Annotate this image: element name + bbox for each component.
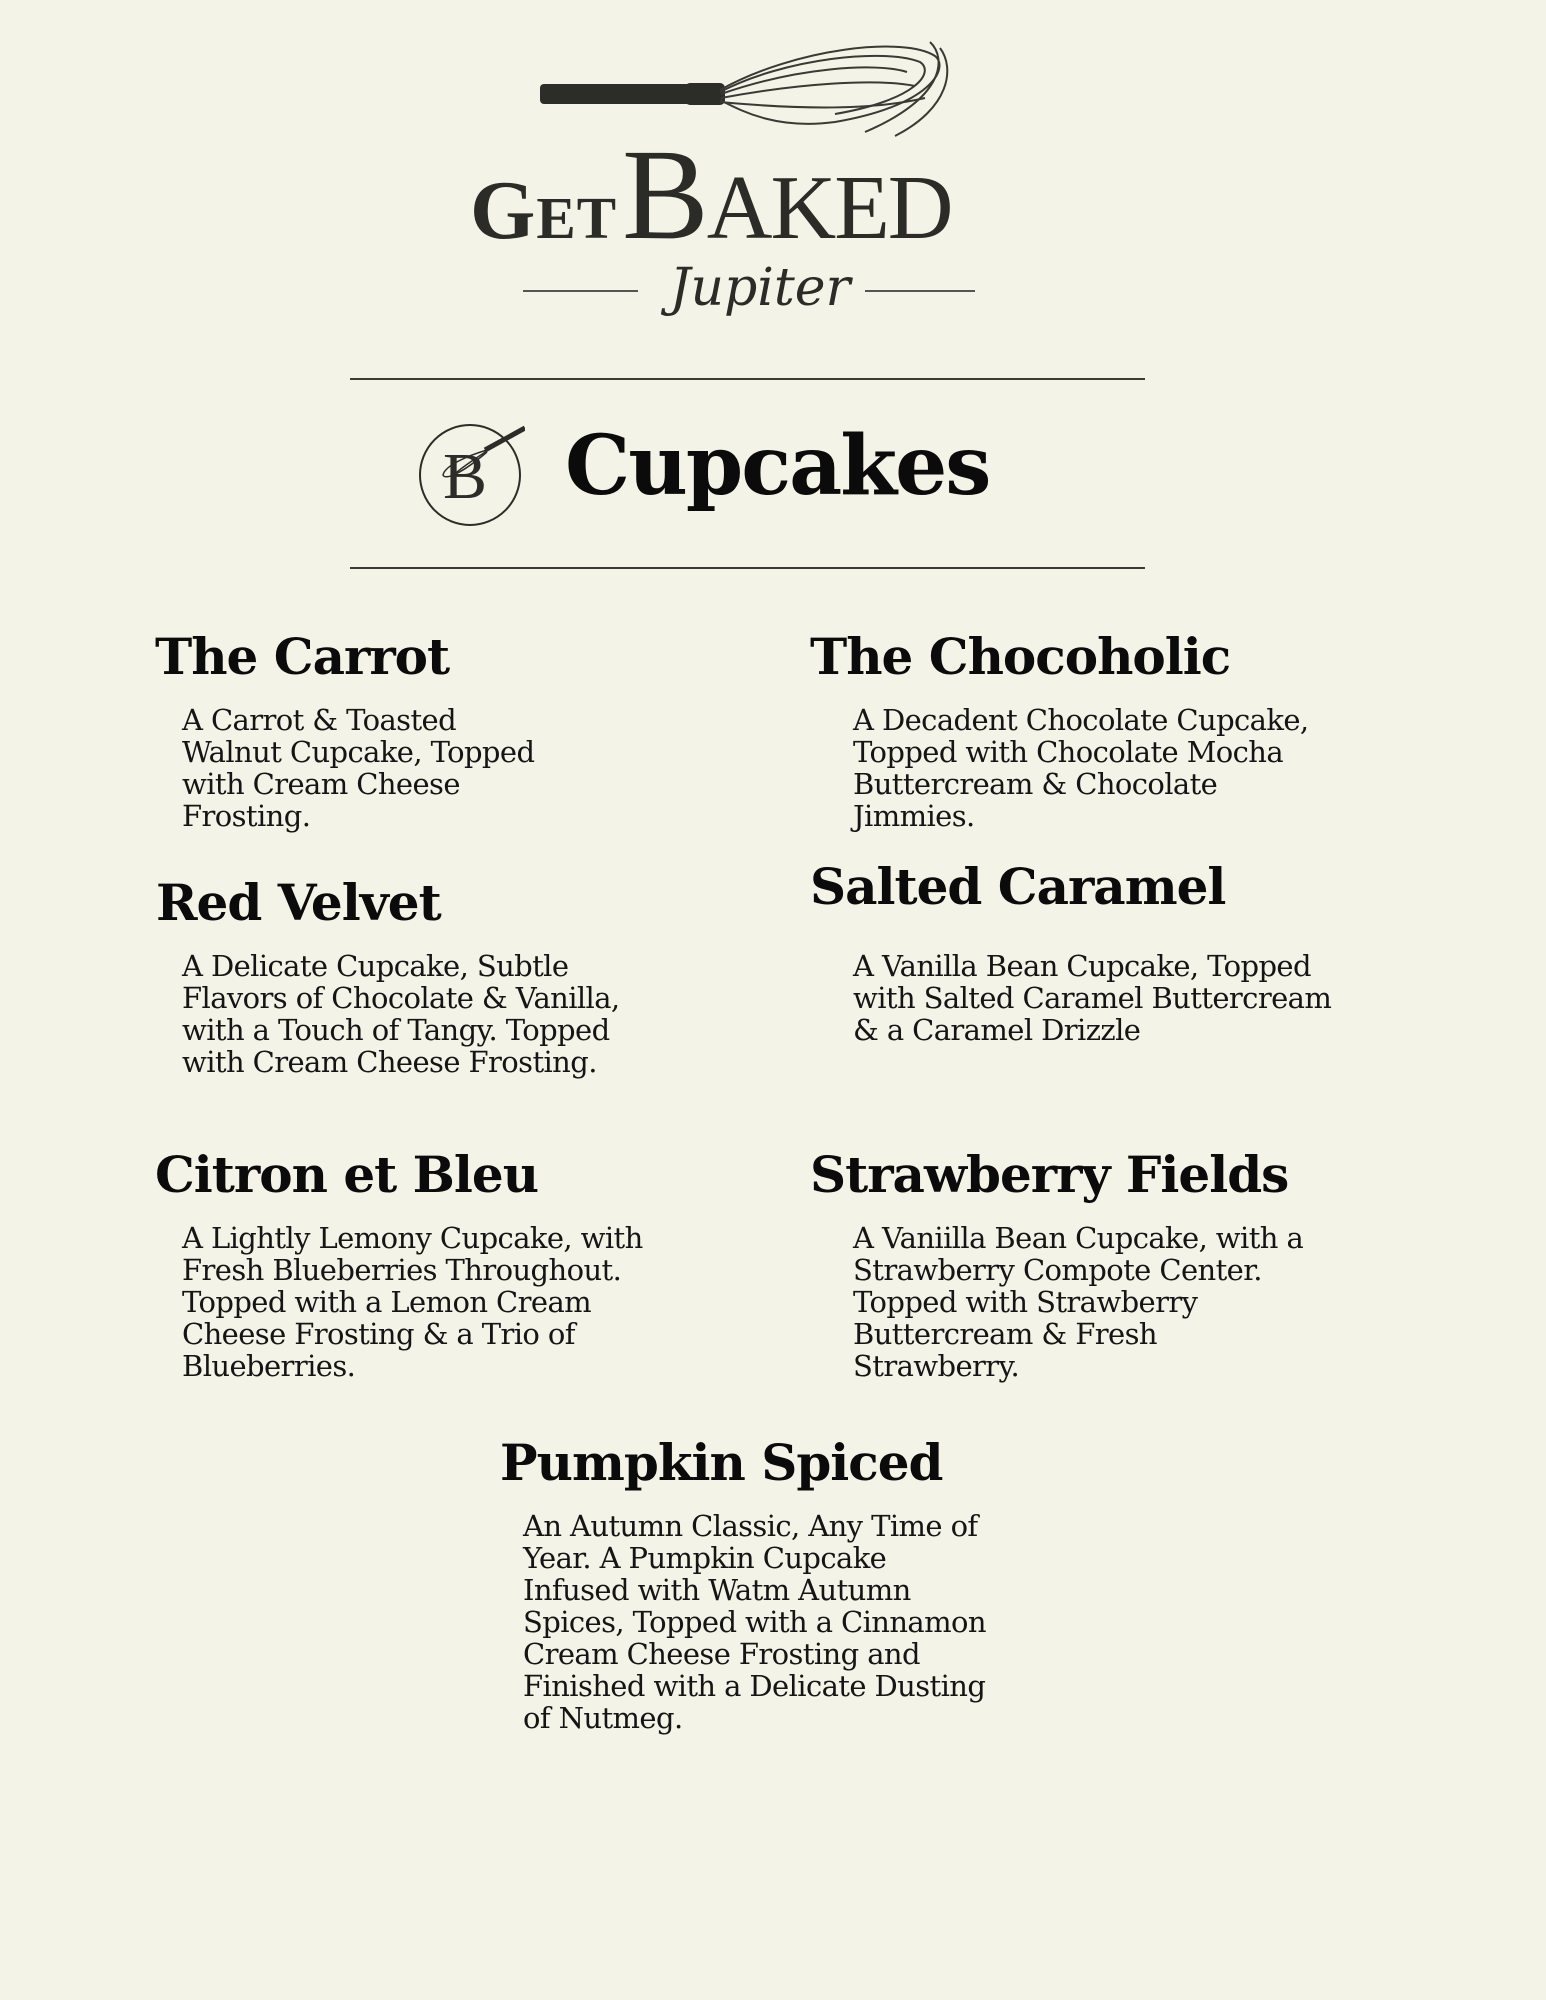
menu-item [156, 873, 620, 1079]
brand-logo [470, 120, 1030, 267]
menu-item [155, 1145, 643, 1383]
section-title: Cupcakes [565, 418, 990, 514]
menu-item-name: The Chocoholic [810, 627, 1231, 686]
menu-item-name: Salted Caramel [810, 857, 1226, 916]
brand-logo-get: Get [470, 164, 618, 257]
menu-item-description: A Carrot & Toasted Walnut Cupcake, Topped with Cream Cheese Frosting. [182, 703, 535, 833]
menu-item [810, 857, 1332, 1047]
menu-item-description: An Autumn Classic, Any Time of Year. A Pumpkin Cupcake Infused with Watm Autumn Spices, Topped with a Cinnamon Cream Cheese Frosting and Finished with a Delicate Dusting of Nutmeg. [523, 1509, 986, 1735]
brand-logo-baked: Baked [622, 123, 952, 267]
logo-divider-right [865, 290, 975, 292]
logo-divider-left [523, 290, 638, 292]
section-bottom-rule [350, 567, 1145, 569]
menu-item-name: Pumpkin Spiced [500, 1433, 943, 1492]
menu-item-description: A Lightly Lemony Cupcake, with Fresh Blueberries Throughout. Topped with a Lemon Cream Cheese Frosting & a Trio of Blueberries. [182, 1221, 643, 1383]
menu-item-description: A Vanilla Bean Cupcake, Topped with Salted Caramel Buttercream & a Caramel Drizzle [853, 949, 1332, 1047]
menu-item-name: The Carrot [155, 627, 450, 686]
menu-item-description: A Delicate Cupcake, Subtle Flavors of Chocolate & Vanilla, with a Touch of Tangy. Topped with Cream Cheese Frosting. [182, 949, 620, 1079]
menu-item-description: A Decadent Chocolate Cupcake, Topped with Chocolate Mocha Buttercream & Chocolate Jimmies. [853, 703, 1309, 833]
section-top-rule [350, 378, 1145, 380]
brand-location: Jupiter [669, 258, 851, 318]
menu-item [155, 627, 535, 833]
menu-item [810, 627, 1309, 833]
badge-letter: B [442, 440, 488, 513]
menu-item-description: A Vaniilla Bean Cupcake, with a Strawberry Compote Center. Topped with Strawberry Buttercream & Fresh Strawberry. [853, 1221, 1304, 1383]
menu-item-name: Red Velvet [156, 873, 441, 932]
menu-item [500, 1433, 986, 1735]
menu-item-name: Strawberry Fields [810, 1145, 1289, 1204]
menu-item [810, 1145, 1304, 1383]
menu-item-name: Citron et Bleu [155, 1145, 539, 1204]
bakery-badge-icon [415, 420, 525, 530]
